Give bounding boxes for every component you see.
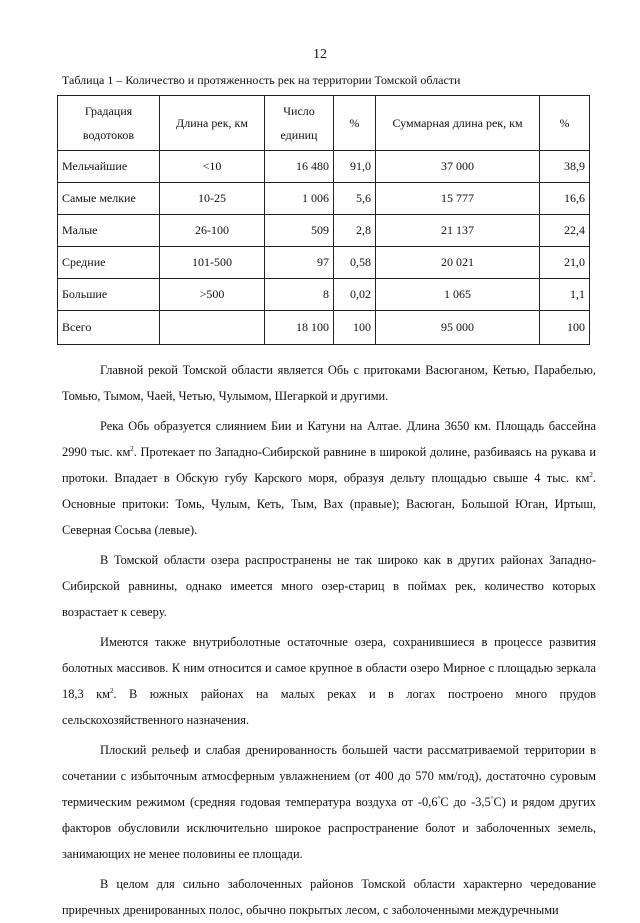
- cell-count: 16 480: [265, 151, 334, 183]
- cell-percent-length: 21,0: [540, 247, 590, 279]
- cell-total-length: 1 065: [376, 279, 540, 311]
- cell-length: [160, 311, 265, 345]
- body-text: [62, 357, 596, 923]
- table-row: [58, 215, 590, 247]
- cell-name: Мельчайшие: [58, 151, 160, 183]
- rivers-table: [57, 95, 590, 345]
- header-percent: %: [334, 96, 376, 151]
- cell-percent-length: 16,6: [540, 183, 590, 215]
- cell-total-length: 95 000: [376, 311, 540, 345]
- table-caption: Таблица 1 – Количество и протяженность рек на территории Томской области: [62, 73, 461, 87]
- cell-percent-length: 38,9: [540, 151, 590, 183]
- table-header-row: [58, 96, 590, 151]
- paragraph: В Томской области озера распространены не так широко как в других районах Западно-Сибирской равнины, однако имеется много озер-стариц в поймах рек, количество которых возрастает к северу.: [62, 553, 596, 619]
- paragraph: Река Обь образуется слиянием Бии и Катуни на Алтае. Длина 3650 км. Площадь бассейна 2990 тыс. $км^2$. Протекает по Западно-Сибирской равнине в широкой долине, разбиваясь на рукава и протоки. Впадает в Обскую губу Карского моря, образуя дельту площадью свыше 4 тыс. $км^2$. Основные притоки: Томь, Чулым, Кеть, Тым, Вах (правые); Васюган, Большой Юган, Иртыш, Северная Сосьва (левые).: [62, 419, 596, 537]
- cell-count: 1 006: [265, 183, 334, 215]
- paragraph: Имеются также внутриболотные остаточные озера, сохранившиеся в процессе развития болотных массивов. К ним относится и самое крупное в области озеро Мирное с площадью зеркала 18,3 $км^2$. В южных районах на малых реках и в логах построено много прудов сельскохозяйственного назначения.: [62, 635, 596, 727]
- superscript-square: 2: [130, 445, 134, 453]
- table-total-row: [58, 311, 590, 345]
- table-row: [58, 183, 590, 215]
- cell-percent-length: 100: [540, 311, 590, 345]
- header-percent-length: %: [540, 96, 590, 151]
- cell-count: 509: [265, 215, 334, 247]
- cell-name: Средние: [58, 247, 160, 279]
- superscript-degree: °: [490, 795, 494, 803]
- page-number: 12: [313, 47, 327, 62]
- cell-length: 101-500: [160, 247, 265, 279]
- header-gradation: Градация водотоков: [58, 96, 160, 151]
- cell-percent: 0,58: [334, 247, 376, 279]
- cell-percent: 2,8: [334, 215, 376, 247]
- cell-name: Всего: [58, 311, 160, 345]
- paragraph: В целом для сильно заболоченных районов Томской области характерно чередование приречных дренированных полос, обычно покрытых лесом, с заболоченными междуречными: [62, 877, 596, 917]
- table-row: [58, 151, 590, 183]
- cell-total-length: 15 777: [376, 183, 540, 215]
- superscript-square: 2: [110, 687, 114, 695]
- header-length: Длина рек, км: [160, 96, 265, 151]
- cell-percent: 0,02: [334, 279, 376, 311]
- cell-name: Малые: [58, 215, 160, 247]
- superscript-degree: °: [437, 795, 441, 803]
- cell-total-length: 21 137: [376, 215, 540, 247]
- cell-length: 10-25: [160, 183, 265, 215]
- cell-name: Самые мелкие: [58, 183, 160, 215]
- cell-length: 26-100: [160, 215, 265, 247]
- paragraph: Плоский рельеф и слабая дренированность большей части рассматриваемой территории в сочетании с избыточным атмосферным увлажнением (от 400 до 570 мм/год), достаточно суровым термическим режимом (средняя годовая температура воздуха от -0,6°С до -3,5°С) и рядом других факторов обусловили исключительно широкое распространение болот и заболоченных земель, занимающих не менее половины ее площади.: [62, 743, 596, 861]
- cell-length: <10: [160, 151, 265, 183]
- cell-name: Большие: [58, 279, 160, 311]
- cell-count: 8: [265, 279, 334, 311]
- cell-percent-length: 1,1: [540, 279, 590, 311]
- cell-percent-length: 22,4: [540, 215, 590, 247]
- cell-total-length: 20 021: [376, 247, 540, 279]
- cell-count: 18 100: [265, 311, 334, 345]
- cell-count: 97: [265, 247, 334, 279]
- table-row: [58, 279, 590, 311]
- cell-percent: 91,0: [334, 151, 376, 183]
- cell-total-length: 37 000: [376, 151, 540, 183]
- table-row: [58, 247, 590, 279]
- cell-percent: 100: [334, 311, 376, 345]
- superscript-square: 2: [589, 471, 593, 479]
- header-count: Число единиц: [265, 96, 334, 151]
- paragraph: Главной рекой Томской области является Обь с притоками Васюганом, Кетью, Парабелью, Томью, Тымом, Чаей, Четью, Чулымом, Шегаркой и другими.: [62, 363, 596, 403]
- cell-percent: 5,6: [334, 183, 376, 215]
- header-total-length: Суммарная длина рек, км: [376, 96, 540, 151]
- cell-length: >500: [160, 279, 265, 311]
